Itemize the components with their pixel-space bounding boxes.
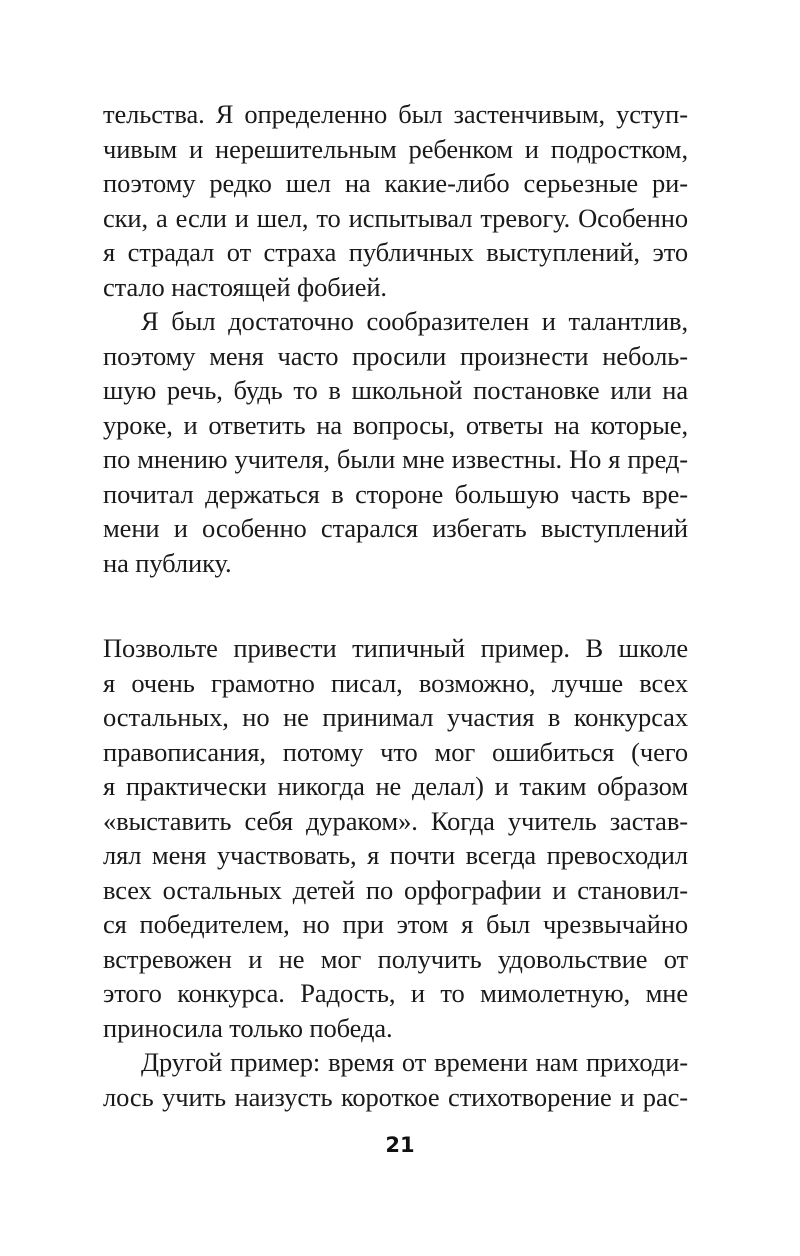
text-line: встревожен и не мог получить удовольствие от bbox=[103, 943, 688, 974]
text-block-top bbox=[103, 97, 688, 580]
text-line: ся победителем, но при этом я был чрезвычайно bbox=[103, 909, 688, 939]
text-line: чивым и нерешительным ребенком и подростком, bbox=[103, 133, 688, 164]
text-line: я страдал от страха публичных выступлений, это bbox=[103, 237, 688, 267]
text-line: на публику. bbox=[103, 547, 232, 578]
text-line: правописания, потому что мог ошибиться (чего bbox=[103, 736, 688, 767]
text-line: мени и особенно старался избегать выступлений bbox=[103, 513, 688, 543]
text-line: «выставить себя дураком». Когда учитель застав- bbox=[103, 805, 688, 836]
text-line: я очень грамотно писал, возможно, лучше всех bbox=[103, 667, 688, 698]
text-line: лось учить наизусть короткое стихотворение и рас- bbox=[103, 1081, 688, 1112]
text-line: Позвольте привести типичный пример. В школе bbox=[103, 633, 688, 663]
text-line: остальных, но не принимал участия в конкурсах bbox=[103, 702, 688, 732]
text-line: лял меня участвовать, я почти всегда превосходил bbox=[103, 840, 688, 870]
text-line: по мнению учителя, были мне известны. Но я пред- bbox=[103, 444, 688, 474]
text-line: этого конкурса. Радость, и то мимолетную, мне bbox=[103, 978, 688, 1008]
text-line: Другой пример: время от времени нам приходи- bbox=[141, 1047, 688, 1077]
text-line: ски, а если и шел, то испытывал тревогу. Особенно bbox=[103, 202, 688, 233]
text-line: поэтому меня часто просили произнести неболь- bbox=[103, 340, 688, 371]
page-number: 21 bbox=[385, 1133, 415, 1157]
text-line: стало настоящей фобией. bbox=[103, 271, 387, 302]
text-line: уроке, и ответить на вопросы, ответы на которые, bbox=[103, 409, 688, 440]
text-line: Я был достаточно сообразителен и талантлив, bbox=[141, 306, 688, 336]
text-line: приносила только победа. bbox=[103, 1012, 393, 1043]
text-line: тельства. Я определенно был застенчивым, уступ- bbox=[103, 99, 688, 129]
text-line: шую речь, будь то в школьной постановке или на bbox=[103, 375, 688, 405]
text-block-bottom bbox=[103, 631, 688, 1114]
text-line: я практически никогда не делал) и таким образом bbox=[103, 771, 688, 801]
text-line: всех остальных детей по орфографии и становил- bbox=[103, 874, 688, 905]
text-line: поэтому редко шел на какие-либо серьезные ри- bbox=[103, 168, 688, 198]
text-line: почитал держаться в стороне большую часть вре- bbox=[103, 478, 688, 509]
